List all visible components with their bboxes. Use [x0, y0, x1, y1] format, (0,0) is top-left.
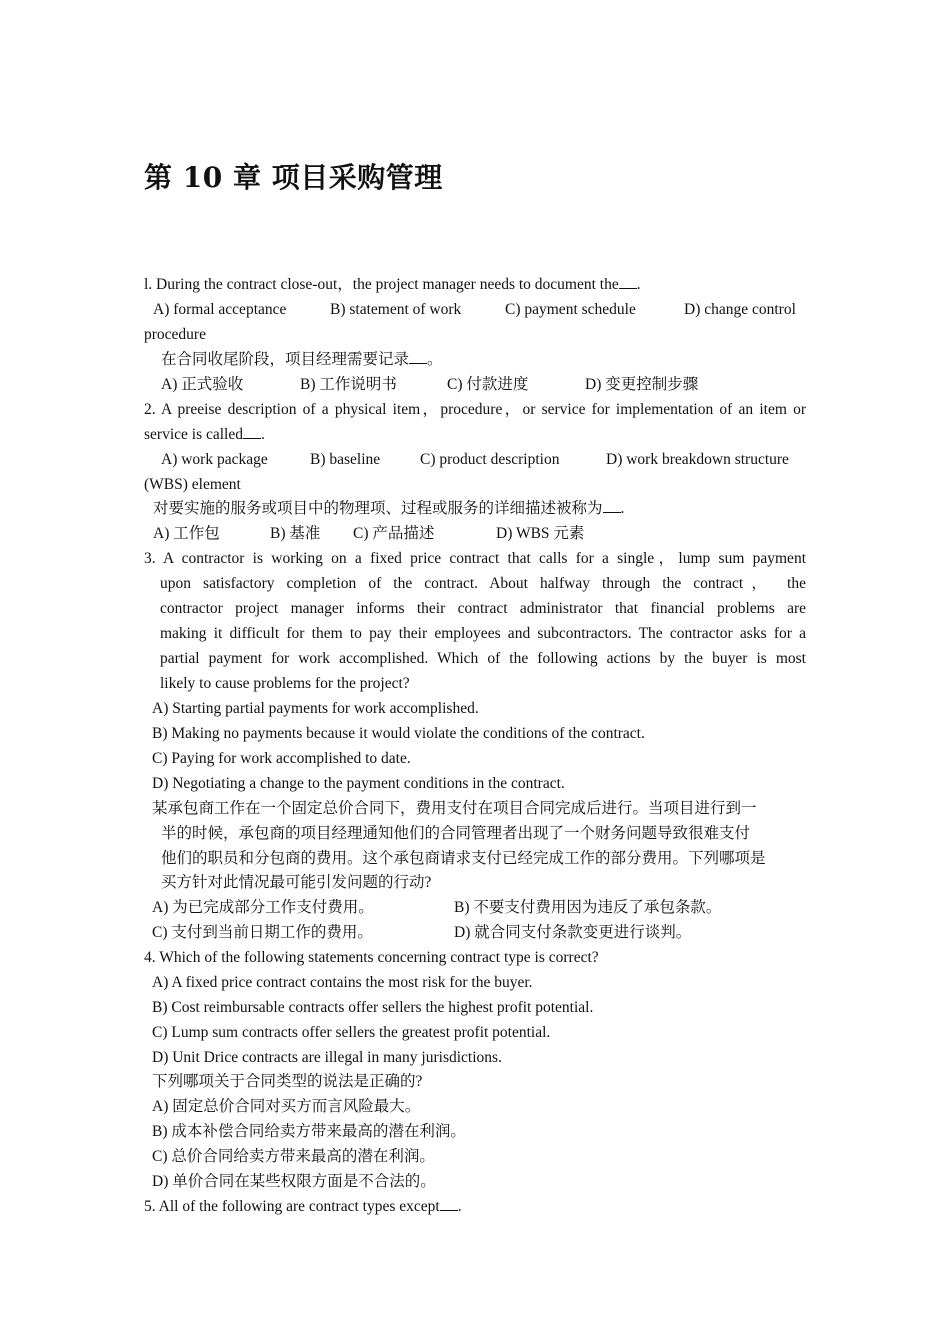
q3-option-a: A) Starting partial payments for work accomplished.	[152, 700, 479, 717]
q2-stem-text: service is called	[144, 426, 243, 443]
q2-cn-stem	[153, 496, 624, 521]
q3-stem-line-4: making it difficult for them to pay their employees and subcontractors. The contractor asks for a	[160, 625, 806, 642]
q5-stem	[144, 1194, 462, 1219]
q3-cn-line-2: 半的时候，承包商的项目经理通知他们的合同管理者出现了一个财务问题导致很难支付	[161, 825, 751, 842]
q4-option-a: A) A fixed price contract contains the most risk for the buyer.	[152, 974, 533, 991]
answer-blank	[619, 273, 637, 289]
q4-cn-stem: 下列哪项关于合同类型的说法是正确的?	[152, 1073, 423, 1090]
q1-cn-stem-text: 在合同收尾阶段，项目经理需要记录	[161, 351, 410, 368]
q1-cn-stem-end: 。	[427, 351, 443, 368]
q5-stem-end: .	[457, 1198, 462, 1215]
q4-cn-option-b: B) 成本补偿合同给卖方带来最高的潜在利润。	[152, 1123, 466, 1140]
q3-cn-option-d: D) 就合同支付条款变更进行谈判。	[454, 924, 692, 941]
q2-option-d-cont: (WBS) element	[144, 476, 241, 493]
q1-stem	[144, 272, 641, 297]
chapter-title: 第 10 章 项目采购管理	[144, 161, 443, 194]
q1-option-a: A) formal acceptance	[153, 301, 287, 318]
answer-blank	[603, 497, 621, 513]
q2-stem-line-2	[144, 422, 265, 447]
q3-cn-option-b: B) 不要支付费用因为违反了承包条款。	[454, 899, 722, 916]
q1-cn-option-a: A) 正式验收	[161, 376, 244, 393]
q1-option-d-cont: procedure	[144, 326, 206, 343]
q1-stem-text: l. During the contract close-out，the project manager needs to document the	[144, 276, 619, 293]
q4-option-d: D) Unit Drice contracts are illegal in many jurisdictions.	[152, 1049, 502, 1066]
q3-option-d: D) Negotiating a change to the payment conditions in the contract.	[152, 775, 565, 792]
q1-cn-option-b: B) 工作说明书	[300, 376, 397, 393]
q1-cn-option-c: C) 付款进度	[447, 376, 529, 393]
q3-option-c: C) Paying for work accomplished to date.	[152, 750, 411, 767]
q3-cn-line-1: 某承包商工作在一个固定总价合同下，费用支付在项目合同完成后进行。当项目进行到一	[152, 800, 757, 817]
q5-stem-text: 5. All of the following are contract types except	[144, 1198, 440, 1215]
q2-stem-end: .	[260, 426, 265, 443]
q2-stem-line-1: 2. A preeise description of a physical item，procedure，or service for implementation of an item or	[144, 401, 806, 418]
q3-stem-line-1: 3. A contractor is working on a fixed price contract that calls for a single，lump sum payment	[144, 550, 806, 567]
q2-option-d: D) work breakdown structure	[606, 451, 789, 468]
answer-blank	[409, 348, 427, 364]
q3-cn-line-4: 买方针对此情况最可能引发问题的行动?	[161, 874, 432, 891]
q1-cn-stem	[161, 347, 443, 372]
q4-cn-option-a: A) 固定总价合同对买方而言风险最大。	[152, 1098, 421, 1115]
answer-blank	[440, 1195, 458, 1211]
q2-option-c: C) product description	[420, 451, 560, 468]
q2-option-b: B) baseline	[310, 451, 381, 468]
q2-option-a: A) work package	[161, 451, 268, 468]
q3-stem-line-2: upon satisfactory completion of the contract. About halfway through the contract， the	[160, 575, 806, 592]
q3-stem-line-3: contractor project manager informs their contract administrator that financial problems are	[160, 600, 806, 617]
q2-cn-option-a: A) 工作包	[153, 525, 220, 542]
q2-cn-stem-end: .	[620, 500, 625, 517]
q3-cn-option-c: C) 支付到当前日期工作的费用。	[152, 924, 373, 941]
q4-stem: 4. Which of the following statements concerning contract type is correct?	[144, 949, 599, 966]
q1-stem-end: .	[636, 276, 641, 293]
q3-cn-line-3: 他们的职员和分包商的费用。这个承包商请求支付已经完成工作的部分费用。下列哪项是	[161, 850, 766, 867]
q2-cn-option-c: C) 产品描述	[353, 525, 435, 542]
q2-cn-option-b: B) 基准	[270, 525, 321, 542]
q1-option-c: C) payment schedule	[505, 301, 636, 318]
q3-stem-line-6: likely to cause problems for the project?	[160, 675, 410, 692]
q3-cn-option-a: A) 为已完成部分工作支付费用。	[152, 899, 374, 916]
q3-stem-line-5: partial payment for work accomplished. Which of the following actions by the buyer is most	[160, 650, 806, 667]
q1-option-b: B) statement of work	[330, 301, 462, 318]
q1-cn-option-d: D) 变更控制步骤	[585, 376, 699, 393]
q4-cn-option-d: D) 单价合同在某些权限方面是不合法的。	[152, 1173, 436, 1190]
q1-option-d: D) change control	[684, 301, 796, 318]
q4-option-c: C) Lump sum contracts offer sellers the greatest profit potential.	[152, 1024, 551, 1041]
q4-option-b: B) Cost reimbursable contracts offer sellers the highest profit potential.	[152, 999, 594, 1016]
answer-blank	[243, 423, 261, 439]
q2-cn-option-d: D) WBS 元素	[496, 525, 585, 542]
q2-cn-stem-text: 对要实施的服务或项目中的物理项、过程或服务的详细描述被称为	[153, 500, 603, 517]
q3-option-b: B) Making no payments because it would violate the conditions of the contract.	[152, 725, 645, 742]
q4-cn-option-c: C) 总价合同给卖方带来最高的潜在利润。	[152, 1148, 435, 1165]
